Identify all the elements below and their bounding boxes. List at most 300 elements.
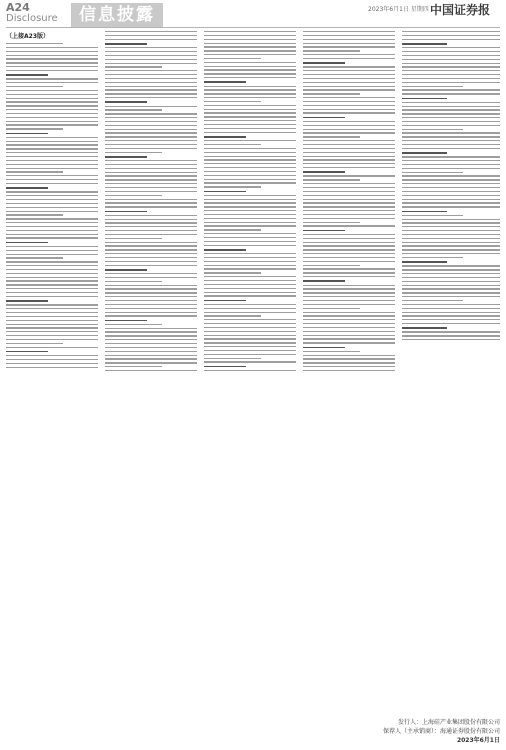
text-line <box>204 69 296 70</box>
text-line <box>105 355 197 356</box>
text-line <box>204 93 296 94</box>
header-divider <box>6 27 500 28</box>
text-line <box>303 245 395 246</box>
text-line <box>303 109 395 110</box>
text-line <box>402 199 500 200</box>
text-line <box>303 285 395 286</box>
continued-tag: （上接A23版） <box>6 33 49 40</box>
text-line <box>303 62 345 64</box>
text-line <box>6 175 98 176</box>
text-line <box>303 163 395 164</box>
text-line <box>105 121 197 122</box>
text-line <box>402 59 500 60</box>
text-line <box>204 249 246 251</box>
text-line <box>204 284 296 285</box>
text-line <box>402 206 500 207</box>
text-line <box>105 156 147 158</box>
text-line <box>6 43 63 44</box>
text-line <box>105 148 197 149</box>
text-line <box>303 183 395 184</box>
text-line <box>303 159 395 160</box>
text-line <box>303 304 395 305</box>
text-line <box>303 280 345 282</box>
text-line <box>6 226 98 227</box>
text-line <box>204 225 296 226</box>
text-line <box>402 296 500 297</box>
text-line <box>105 253 197 254</box>
text-line <box>6 90 98 91</box>
text-line <box>402 156 500 157</box>
text-line <box>105 206 197 207</box>
text-line <box>303 253 395 254</box>
text-line <box>303 312 395 313</box>
text-line <box>303 86 395 87</box>
text-line <box>6 55 98 56</box>
text-line <box>105 74 197 75</box>
text-line <box>105 117 197 118</box>
text-line <box>105 70 197 71</box>
text-line <box>303 93 360 94</box>
text-line <box>6 148 98 149</box>
text-line <box>303 296 395 297</box>
text-line <box>6 335 98 336</box>
text-line <box>303 308 360 309</box>
text-line <box>402 74 500 75</box>
text-line <box>6 164 98 165</box>
text-line <box>105 211 147 213</box>
text-line <box>303 43 395 44</box>
text-line <box>303 195 395 196</box>
text-line <box>204 210 296 211</box>
text-line <box>6 284 98 285</box>
text-line <box>402 261 447 263</box>
text-line <box>204 276 296 277</box>
text-line <box>303 50 360 51</box>
text-lines <box>105 31 197 371</box>
text-line <box>204 81 246 83</box>
text-line <box>105 366 162 367</box>
text-line <box>402 222 500 223</box>
text-line <box>6 273 98 274</box>
text-line <box>6 141 98 142</box>
text-line <box>105 191 197 192</box>
text-line <box>105 202 197 203</box>
text-line <box>105 304 197 305</box>
text-line <box>105 273 197 274</box>
text-line <box>105 324 162 325</box>
text-line <box>6 82 98 83</box>
text-line <box>6 261 98 262</box>
text-line <box>402 125 500 126</box>
text-line <box>204 182 296 183</box>
text-line <box>105 89 197 90</box>
text-line <box>204 280 296 281</box>
text-line <box>105 66 162 67</box>
text-line <box>303 140 395 141</box>
publication-date: 2023年6月1日 <box>456 737 500 744</box>
text-line <box>6 124 98 125</box>
text-line <box>105 47 197 48</box>
text-line <box>6 98 98 99</box>
text-line <box>204 167 296 168</box>
text-line <box>303 66 395 67</box>
text-line <box>303 238 395 239</box>
text-line <box>303 272 395 273</box>
text-line <box>204 261 296 262</box>
text-line <box>105 308 197 309</box>
text-line <box>402 211 447 213</box>
text-line <box>303 89 395 90</box>
text-line <box>402 265 500 266</box>
text-line <box>105 132 197 133</box>
text-line <box>402 140 500 141</box>
text-line <box>204 179 296 180</box>
text-line <box>303 366 395 367</box>
text-line <box>402 327 447 329</box>
text-line <box>402 339 500 340</box>
text-line <box>402 323 500 324</box>
text-line <box>402 312 500 313</box>
text-line <box>402 288 500 289</box>
text-line <box>402 70 500 71</box>
text-line <box>6 280 98 281</box>
text-line <box>6 327 98 328</box>
text-line <box>6 347 98 348</box>
text-line <box>204 257 296 258</box>
text-line <box>204 245 296 246</box>
text-line <box>105 109 162 110</box>
text-line <box>204 206 296 207</box>
text-line <box>402 249 500 250</box>
text-line <box>303 191 395 192</box>
text-line <box>402 121 500 122</box>
text-line <box>402 35 500 36</box>
text-line <box>303 199 395 200</box>
text-line <box>303 331 395 332</box>
text-line <box>204 128 296 129</box>
text-line <box>105 160 197 161</box>
text-line <box>105 55 197 56</box>
text-line <box>402 187 500 188</box>
text-line <box>204 73 296 74</box>
text-line <box>105 285 197 286</box>
text-line <box>303 265 360 266</box>
text-line <box>303 261 395 262</box>
newspaper-masthead: 中国证券报 <box>430 3 491 17</box>
text-line <box>6 183 98 184</box>
text-line <box>402 82 500 83</box>
text-column-3 <box>204 31 296 374</box>
text-line <box>105 164 197 165</box>
text-line <box>105 144 197 145</box>
text-line <box>402 160 500 161</box>
text-line <box>6 78 98 79</box>
text-line <box>303 121 395 122</box>
text-line <box>6 109 98 110</box>
text-line <box>402 86 463 87</box>
text-line <box>303 152 395 153</box>
text-line <box>303 234 395 235</box>
text-column-2 <box>105 31 197 374</box>
text-line <box>6 137 98 138</box>
text-line <box>303 288 395 289</box>
text-line <box>204 361 296 362</box>
text-line <box>303 82 395 83</box>
text-line <box>303 342 395 343</box>
text-line <box>204 214 296 215</box>
text-line <box>105 93 197 94</box>
text-line <box>303 210 395 211</box>
text-line <box>204 43 296 44</box>
section-english-title: Disclosure <box>6 13 58 24</box>
text-line <box>6 94 98 95</box>
text-line <box>303 129 395 130</box>
text-line <box>303 268 395 269</box>
text-line <box>105 245 197 246</box>
text-line <box>204 124 296 125</box>
text-line <box>6 203 98 204</box>
text-line <box>105 226 197 227</box>
text-line <box>6 312 98 313</box>
text-line <box>105 296 197 297</box>
text-line <box>105 199 197 200</box>
text-line <box>6 324 98 325</box>
text-line <box>303 327 395 328</box>
text-line <box>105 315 197 316</box>
text-line <box>6 292 98 293</box>
text-line <box>105 136 197 137</box>
text-line <box>402 136 500 137</box>
text-line <box>204 136 246 138</box>
text-line <box>303 202 395 203</box>
text-line <box>204 62 296 63</box>
text-line <box>204 199 296 200</box>
text-line <box>204 319 296 320</box>
text-line <box>402 183 500 184</box>
text-line <box>402 113 500 114</box>
text-line <box>303 144 395 145</box>
text-line <box>303 112 395 113</box>
text-line <box>204 66 296 67</box>
text-line <box>204 109 296 110</box>
text-line <box>105 249 197 250</box>
text-line <box>204 54 296 55</box>
text-line <box>105 179 197 180</box>
text-line <box>6 257 63 258</box>
text-line <box>6 234 98 235</box>
text-line <box>6 128 63 129</box>
text-line <box>6 269 98 270</box>
text-line <box>402 281 500 282</box>
text-line <box>105 265 197 266</box>
text-line <box>303 351 360 352</box>
text-line <box>402 300 463 301</box>
text-line <box>402 51 500 52</box>
text-line <box>402 106 500 107</box>
text-line <box>105 347 197 348</box>
text-line <box>402 168 500 169</box>
text-line <box>204 370 296 371</box>
text-line <box>402 109 500 110</box>
text-line <box>204 120 296 121</box>
text-line <box>204 46 296 47</box>
text-line <box>204 346 296 347</box>
text-line <box>402 98 447 100</box>
text-line <box>204 312 296 313</box>
text-line <box>6 304 98 305</box>
text-line <box>6 222 98 223</box>
text-column-4 <box>303 31 395 374</box>
text-line <box>105 281 162 282</box>
text-line <box>105 300 197 301</box>
text-line <box>105 43 147 45</box>
text-line <box>105 78 197 79</box>
text-line <box>402 152 447 154</box>
text-line <box>402 315 500 316</box>
text-line <box>402 66 500 67</box>
text-column-5 <box>402 31 500 343</box>
text-line <box>105 86 197 87</box>
text-line <box>105 140 197 141</box>
text-line <box>204 35 296 36</box>
text-line <box>204 101 261 102</box>
text-line <box>105 152 162 153</box>
text-line <box>303 214 395 215</box>
text-line <box>303 230 345 232</box>
text-line <box>402 172 463 173</box>
text-line <box>204 116 296 117</box>
text-line <box>6 66 98 67</box>
text-line <box>105 59 197 60</box>
text-line <box>303 97 395 98</box>
text-line <box>303 101 395 102</box>
text-line <box>105 51 197 52</box>
text-line <box>105 113 197 114</box>
text-line <box>105 358 197 359</box>
text-line <box>303 300 395 301</box>
text-line <box>105 261 197 262</box>
text-line <box>6 199 98 200</box>
text-line <box>204 195 296 196</box>
text-line <box>204 358 261 359</box>
text-line <box>204 288 296 289</box>
text-line <box>6 230 98 231</box>
text-line <box>6 70 98 71</box>
text-line <box>204 229 261 230</box>
text-line <box>105 238 162 239</box>
text-line <box>105 101 147 103</box>
text-line <box>402 319 500 320</box>
text-line <box>6 133 48 135</box>
text-line <box>105 242 197 243</box>
text-line <box>204 241 296 242</box>
text-line <box>303 171 345 173</box>
text-line <box>303 292 395 293</box>
text-line <box>105 351 197 352</box>
text-line <box>6 113 98 114</box>
text-line <box>6 300 48 302</box>
text-line <box>204 272 261 273</box>
text-line <box>6 214 63 215</box>
text-line <box>204 159 296 160</box>
text-line <box>105 234 197 235</box>
text-line <box>204 152 296 153</box>
text-line <box>6 246 98 247</box>
text-line <box>402 55 500 56</box>
text-line <box>6 156 98 157</box>
text-line <box>204 191 246 193</box>
text-line <box>303 319 395 320</box>
text-line <box>303 249 395 250</box>
text-line <box>6 242 48 244</box>
text-line <box>204 39 296 40</box>
text-line <box>204 315 261 316</box>
text-line <box>6 351 48 353</box>
text-line <box>204 265 296 266</box>
text-line <box>204 89 296 90</box>
text-line <box>204 253 296 254</box>
text-line <box>6 101 98 102</box>
text-line <box>303 218 395 219</box>
text-line <box>204 148 296 149</box>
text-line <box>402 335 500 336</box>
text-line <box>303 276 395 277</box>
page-code: A24 <box>6 1 30 14</box>
text-column-1 <box>6 31 98 370</box>
section-title: 信息披露 <box>71 3 163 27</box>
text-line <box>204 132 296 133</box>
text-line <box>6 179 98 180</box>
text-line <box>402 230 500 231</box>
text-line <box>204 354 296 355</box>
text-line <box>204 112 296 113</box>
text-line <box>204 58 261 59</box>
text-line <box>204 268 296 269</box>
text-line <box>402 132 500 133</box>
text-line <box>204 350 296 351</box>
text-line <box>6 105 98 106</box>
text-line <box>105 312 197 313</box>
text-line <box>6 211 98 212</box>
text-line <box>6 250 98 251</box>
text-line <box>6 86 63 87</box>
text-line <box>204 342 296 343</box>
text-line <box>204 327 296 328</box>
text-line <box>402 144 500 145</box>
text-line <box>6 62 98 63</box>
text-line <box>303 338 395 339</box>
text-line <box>402 238 500 239</box>
text-line <box>204 300 246 302</box>
text-line <box>105 292 197 293</box>
text-line <box>204 144 261 145</box>
text-line <box>303 257 395 258</box>
text-line <box>303 136 360 137</box>
text-line <box>105 125 197 126</box>
text-line <box>105 215 197 216</box>
sponsor-line: 保荐人（主承销商）：海通证券股份有限公司 <box>382 728 500 735</box>
text-line <box>6 359 98 360</box>
text-line <box>6 187 48 189</box>
text-lines <box>303 31 395 371</box>
text-line <box>6 320 98 321</box>
text-line <box>402 308 500 309</box>
text-line <box>6 265 98 266</box>
text-line <box>204 295 296 296</box>
text-line <box>402 117 500 118</box>
issue-info: 2023年6月1日 星期四 <box>368 6 429 13</box>
text-line <box>303 362 395 363</box>
